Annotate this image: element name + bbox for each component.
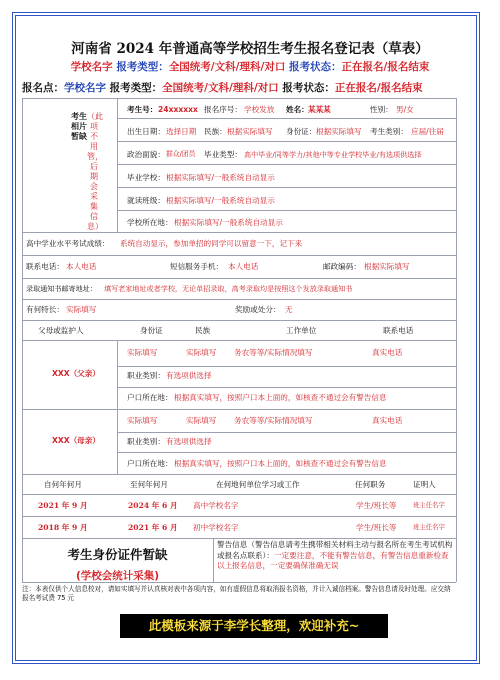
subtitle-type: 全国统考/文科/理科/对口	[168, 61, 286, 73]
award-label: 奖励或处分：	[235, 305, 281, 314]
school: 根据实际填写/一般系统自动显示	[166, 173, 275, 182]
subtitle-type-label: 报考类型：	[116, 61, 169, 73]
footnote: 注：本表仅供个人信息校对，请如实填写并认真核对表中各项内容，如有虚假信息将取消报名资格，并计入诚信档案。警告信息请及时处理。应交纳报名考试费 75 元	[22, 585, 451, 602]
edu-row-witness: 班主任名字	[413, 501, 445, 509]
level-label: 高中学业水平考试成绩：	[26, 239, 110, 248]
photo-note: （此项不用管，后期会采集信息）	[87, 112, 103, 231]
warning-instruction: （警告信息请考生携带相关材料主动与报名所在考生考试机构或报名点联系）：	[217, 540, 453, 560]
form-subtitle	[0, 59, 500, 74]
edu-row-from: 2021 年 9 月	[38, 501, 88, 510]
name-label: 姓名：	[286, 105, 309, 114]
reg-school: 学校名字	[64, 82, 106, 94]
id-number: 根据实际填写	[316, 127, 362, 136]
father-job-label: 职业类别：	[127, 371, 165, 380]
father-ethnic: 实际填写	[186, 348, 217, 357]
warning-info	[217, 540, 454, 572]
gender: 男/女	[396, 105, 414, 114]
phone-label: 联系电话：	[26, 262, 64, 271]
family-header-phone: 联系电话	[383, 326, 414, 335]
family-header-guardian: 父母或监护人	[38, 326, 84, 335]
reg-status-label: 报考状态：	[282, 82, 335, 94]
mother-name: XXX（母亲）	[52, 436, 100, 445]
ethnic-label: 民族：	[204, 127, 227, 136]
political: 群众/团员	[166, 150, 196, 158]
skill-label: 有何特长：	[26, 305, 64, 314]
photo-placeholder: 考生相片暂缺	[71, 112, 87, 141]
edu-row-place: 初中学校名字	[193, 523, 239, 532]
mother-job: 有选项供选择	[166, 437, 212, 446]
skill: 实际填写	[66, 305, 97, 314]
warning-red-text: 一定要注意，不能有警告信息，有警告信息重新检查以上报名信息，一定要确保准确无误	[217, 550, 449, 570]
political-label: 政治面貌：	[127, 150, 165, 159]
form-title: 河南省 2024 年普通高等学校招生考生报名登记表（草表）	[71, 41, 429, 57]
address-label: 录取通知书邮寄地址：	[26, 284, 97, 293]
edu-row-place: 高中学校名字	[193, 501, 239, 510]
edu-row-from: 2018 年 9 月	[38, 523, 88, 532]
mother-id: 实际填写	[127, 416, 158, 425]
sms-label: 短信服务手机：	[170, 262, 224, 271]
edu-header-role: 任何职务	[355, 480, 386, 489]
class-label: 就读班级：	[127, 196, 165, 205]
class: 根据实际填写/一般系统自动显示	[166, 196, 275, 205]
zip: 根据实际填写	[364, 262, 410, 271]
address: 填写老家地址或者学校，无论单招录取，高考录取均是按照这个发放录取通知书	[104, 284, 353, 293]
seq-label: 报名序号：	[204, 105, 242, 114]
phone: 本人电话	[66, 262, 97, 271]
reg-status: 正在报名/报名结束	[334, 82, 423, 94]
birth-label: 出生日期：	[127, 127, 165, 136]
seq: 学校发放	[244, 105, 275, 114]
school-label: 毕业学校：	[127, 173, 165, 182]
subtitle-school: 学校名字	[70, 61, 113, 73]
exam-no: 24xxxxxx	[158, 105, 198, 114]
father-name: XXX（父亲）	[52, 369, 100, 378]
father-work: 务农等等/实际情况填写	[234, 348, 313, 357]
sms: 本人电话	[228, 262, 259, 271]
location: 根据实际填写/一般系统自动显示	[174, 218, 283, 227]
edu-header-to: 至何年何月	[130, 480, 168, 489]
edu-row-to: 2024 年 6 月	[128, 501, 178, 510]
edu-row-witness: 班主任名字	[413, 523, 445, 531]
level: 系统自动显示，参加单招的同学可以留意一下，记下来	[120, 239, 303, 248]
edu-header-witness: 证明人	[413, 480, 436, 489]
father-id: 实际填写	[127, 348, 158, 357]
edu-row-to: 2021 年 6 月	[128, 523, 178, 532]
edu-header-place: 在何地何单位学习或工作	[216, 480, 300, 489]
ethnic: 根据实际填写	[227, 127, 273, 136]
template-banner: 此模板来源于李学长整理，欢迎补充~	[120, 614, 388, 638]
grad-type: 高中毕业/同等学力/其他中等专业学校毕业/有选项供选择	[244, 150, 422, 159]
mother-work: 务农等等/实际情况填写	[234, 416, 313, 425]
father-hukou-label: 户口所在地：	[127, 393, 173, 402]
id-placeholder	[22, 541, 213, 583]
grad-label: 毕业类型：	[204, 150, 242, 159]
edu-header-from: 自何年何月	[44, 480, 82, 489]
location-label: 学校所在地：	[127, 218, 173, 227]
exam-no-label: 考生号：	[127, 105, 158, 114]
mother-ethnic: 实际填写	[186, 416, 217, 425]
family-header-work: 工作单位	[286, 326, 317, 335]
subtitle-status: 正在报名/报名结束	[341, 61, 430, 73]
gender-label: 性别：	[370, 105, 393, 114]
father-phone: 真实电话	[372, 348, 403, 357]
reg-type: 全国统考/文科/理科/对口	[162, 82, 279, 94]
edu-row-role: 学生/班长等	[356, 523, 397, 532]
birth: 选择日期	[166, 127, 197, 136]
category: 应届/往届	[411, 127, 444, 136]
reg-label: 报名点：	[22, 82, 64, 94]
family-header-ethnic: 民族	[195, 326, 211, 335]
father-hukou: 根据真实填写，按照户口本上面的，如核查不通过会有警告信息	[174, 393, 387, 402]
registration-line	[22, 80, 423, 95]
mother-phone: 真实电话	[372, 416, 403, 425]
category-label: 考生类别：	[370, 127, 408, 136]
father-job: 有选项供选择	[166, 371, 212, 380]
zip-label: 邮政编码：	[323, 262, 361, 271]
award: 无	[285, 305, 293, 314]
name: 某某某	[308, 105, 331, 114]
id-missing-text: 考生身份证件暂缺	[67, 547, 168, 562]
edu-row-role: 学生/班长等	[356, 501, 397, 510]
mother-job-label: 职业类别：	[127, 437, 165, 446]
family-header-id: 身份证	[140, 326, 163, 335]
mother-hukou-label: 户口所在地：	[127, 459, 173, 468]
id-missing-note: (学校会统计采集)	[75, 570, 160, 582]
warning-label: 警告信息	[217, 540, 248, 549]
id-label: 身份证：	[286, 127, 317, 136]
subtitle-status-label: 报考状态：	[288, 61, 342, 73]
mother-hukou: 根据真实填写，按照户口本上面的，如核查不通过会有警告信息	[174, 459, 387, 468]
reg-type-label: 报考类型：	[109, 82, 163, 94]
